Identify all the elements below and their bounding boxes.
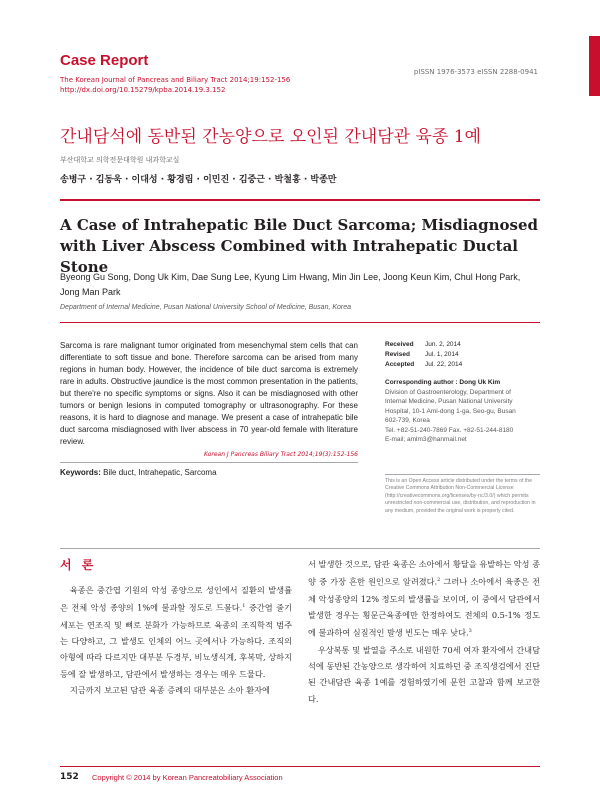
english-authors: Byeong Gu Song, Dong Uk Kim, Dae Sung Lee, Kyung Lim Hwang, Min Jin Lee, Joong Keun Kim, Chul Hong Park, Jong Man Park — [60, 272, 521, 297]
korean-affiliation: 부산대학교 의학전문대학원 내과학교실 — [60, 156, 180, 164]
english-title: A Case of Intrahepatic Bile Duct Sarcoma; Misdiagnosed with Liver Abscess Combined with Intrahepatic Ductal Stone — [60, 216, 539, 276]
accepted-date: Jul. 22, 2014 — [425, 361, 463, 368]
corresponding-author — [385, 378, 545, 445]
corresponding-address: Hospital, 10-1 Ami-dong 1-ga, Seo-gu, Busan — [385, 407, 516, 415]
intro-heading: 서 론 — [60, 558, 97, 572]
keywords-value: Bile duct, Intrahepatic, Sarcoma — [103, 468, 217, 477]
paragraph: 육종은 중간엽 기원의 악성 종양으로 성인에서 질환의 발생률은 전체 악성 종양의 1%에 불과할 정도로 드물다.$^1$ 중간엽 줄기세포는 연조직 및 뼈로 분화가 가능하므로 육종의 조직학적 범주는 다양하고, 그 발생도 인체의 어느 곳에서나 가능하다. 조직의 아형에 따라 다르지만 대부분 두경부, 비뇨생식계, 후복막, 상하지 등에 잘 발생하고, 담관에서 발생하는 경우는 매우 드물다. — [60, 585, 292, 679]
paragraph: 우상복통 및 발열을 주소로 내원한 70세 여자 환자에서 간내담석에 동반된 간농양으로 생각하여 치료하던 중 조직생검에서 진단된 간내담관 육종 1예를 경험하였기에 문헌 고찰과 함께 보고한다. — [308, 644, 540, 704]
license-divider — [385, 474, 540, 475]
corresponding-address: Internal Medicine, Pusan National University — [385, 398, 513, 405]
paragraph: 서 발생한 것으로, 담관 육종은 소아에서 황달을 유발하는 악성 종양 중 가장 흔한 원인으로 알려졌다.$^2$ 그러나 소아에서 육종은 전체 악성종양의 12% 정도의 발생률을 보이며, 이 중에서 담관에서 발생한 경우는 횡문근육종에만 한정하여도 전체의 0.5-1% 정도에 불과하여 실질적인 발생 빈도는 매우 낮다.$^3$ — [308, 559, 540, 639]
corresponding-address: 602-739, Korea — [385, 417, 430, 424]
accepted-label: Accepted — [385, 361, 415, 368]
footer-divider — [60, 766, 540, 767]
journal-citation: The Korean Journal of Pancreas and Biliary Tract 2014;19:152-156 — [60, 76, 291, 84]
article-dates — [385, 340, 462, 370]
side-color-tab — [589, 36, 600, 96]
corresponding-email[interactable]: E-mail; amlm3@hanmail.net — [385, 436, 467, 443]
intro-divider — [60, 548, 540, 549]
revised-date: Jul. 1, 2014 — [425, 351, 459, 358]
keywords-label: Keywords: — [60, 468, 101, 477]
english-affiliation: Department of Internal Medicine, Pusan National University School of Medicine, Busan, Korea — [60, 304, 352, 311]
corresponding-name: Dong Uk Kim — [459, 379, 501, 386]
body-column-left — [60, 582, 292, 699]
keywords-divider — [60, 462, 358, 463]
copyright: Copyright © 2014 by Korean Pancreatobiliary Association — [92, 773, 283, 782]
abstract-text: Sarcoma is rare malignant tumor originated from mesenchymal stem cells that can differentiate to soft tissue and bone. Therefore sarcoma can be arised from many regions in human body. However, the incidence of bile duct sarcoma is extremely rare in adults. Obstructive jaundice is the most common presentation in the patients, but there're no specific symptoms or signs. Also it can be misdiagnosed with other tumors or benign lesions in computed tomography or ultrasonography. For these reasons, it is hard to diagnose and manage. We present a case of intrahepatic bile duct sarcoma misdiagnosed with liver abscess in 70 year-old female with literature review. — [60, 341, 358, 446]
revised-label: Revised — [385, 351, 410, 358]
body-column-right — [308, 556, 540, 707]
received-label: Received — [385, 341, 414, 348]
license-text: This is an Open Access article distributed under the terms of the Creative Commons Attribution Non-Commercial License (http://creativecommons.org/licenses/by-nc/3.0/) which permits unrestricted non-commercial use, distribution, and reproduction in any medium, provided the original work is properly cited. — [385, 478, 536, 514]
title-divider — [60, 199, 540, 201]
abstract-citation: Korean J Pancreas Biliary Tract 2014;19(3):152-156 — [203, 451, 358, 458]
corresponding-phone: Tel. +82-51-240-7869 Fax. +82-51-244-8180 — [385, 426, 514, 434]
received-date: Jun. 2, 2014 — [425, 341, 461, 348]
abstract-divider — [60, 322, 540, 323]
korean-title: 간내담석에 동반된 간농양으로 오인된 간내담관 육종 1예 — [60, 127, 481, 147]
doi-link[interactable]: http://dx.doi.org/10.15279/kpba.2014.19.3.152 — [60, 86, 226, 94]
page-number: 152 — [60, 772, 79, 782]
corresponding-address: Division of Gastroenterology, Department of — [385, 388, 511, 396]
issn: pISSN 1976-3573 eISSN 2288-0941 — [413, 68, 538, 76]
korean-authors: 송병구 · 김동욱 · 이대성 · 황경림 · 이민진 · 김중근 · 박철홍 · 박종만 — [60, 175, 337, 185]
corresponding-label: Corresponding author : — [385, 379, 458, 386]
report-type: Case Report — [60, 52, 149, 69]
paragraph: 지금까지 보고된 담관 육종 증례의 대부분은 소아 환자에 — [69, 685, 270, 696]
keywords — [60, 468, 217, 477]
